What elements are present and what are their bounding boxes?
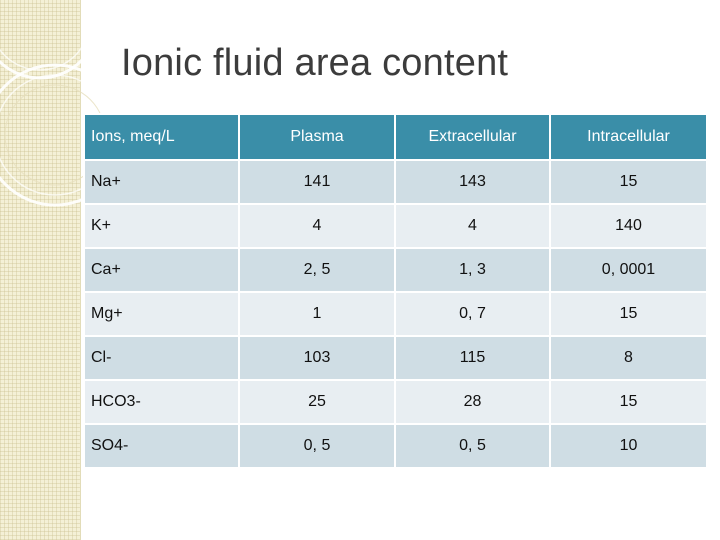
extracellular-cell: 115 [395, 336, 550, 380]
table-row [84, 160, 707, 204]
extracellular-cell: 28 [395, 380, 550, 424]
ion-name-cell: Cl- [84, 336, 239, 380]
ion-name-cell: K+ [84, 204, 239, 248]
plasma-cell: 0, 5 [239, 424, 395, 468]
intracellular-cell: 15 [550, 292, 707, 336]
ion-name-cell: Mg+ [84, 292, 239, 336]
plasma-cell: 2, 5 [239, 248, 395, 292]
table-row [84, 248, 707, 292]
extracellular-cell: 0, 7 [395, 292, 550, 336]
ion-name-cell: SO4- [84, 424, 239, 468]
intracellular-cell: 15 [550, 160, 707, 204]
plasma-cell: 4 [239, 204, 395, 248]
header-plasma: Plasma [239, 114, 395, 160]
intracellular-cell: 0, 0001 [550, 248, 707, 292]
table-row [84, 380, 707, 424]
slide-title: Ionic fluid area content [121, 42, 509, 84]
extracellular-cell: 4 [395, 204, 550, 248]
header-intracellular: Intracellular [550, 114, 707, 160]
header-ions: Ions, meq/L [84, 114, 239, 160]
intracellular-cell: 15 [550, 380, 707, 424]
plasma-cell: 1 [239, 292, 395, 336]
table-row [84, 336, 707, 380]
ion-name-cell: Na+ [84, 160, 239, 204]
table-row [84, 424, 707, 468]
intracellular-cell: 8 [550, 336, 707, 380]
plasma-cell: 141 [239, 160, 395, 204]
intracellular-cell: 140 [550, 204, 707, 248]
header-extracellular: Extracellular [395, 114, 550, 160]
ion-name-cell: Ca+ [84, 248, 239, 292]
extracellular-cell: 143 [395, 160, 550, 204]
ion-content-table [83, 113, 708, 469]
table-row [84, 292, 707, 336]
plasma-cell: 103 [239, 336, 395, 380]
extracellular-cell: 0, 5 [395, 424, 550, 468]
plasma-cell: 25 [239, 380, 395, 424]
ion-name-cell: HCO3- [84, 380, 239, 424]
table-row [84, 204, 707, 248]
intracellular-cell: 10 [550, 424, 707, 468]
extracellular-cell: 1, 3 [395, 248, 550, 292]
table-header-row [84, 114, 707, 160]
